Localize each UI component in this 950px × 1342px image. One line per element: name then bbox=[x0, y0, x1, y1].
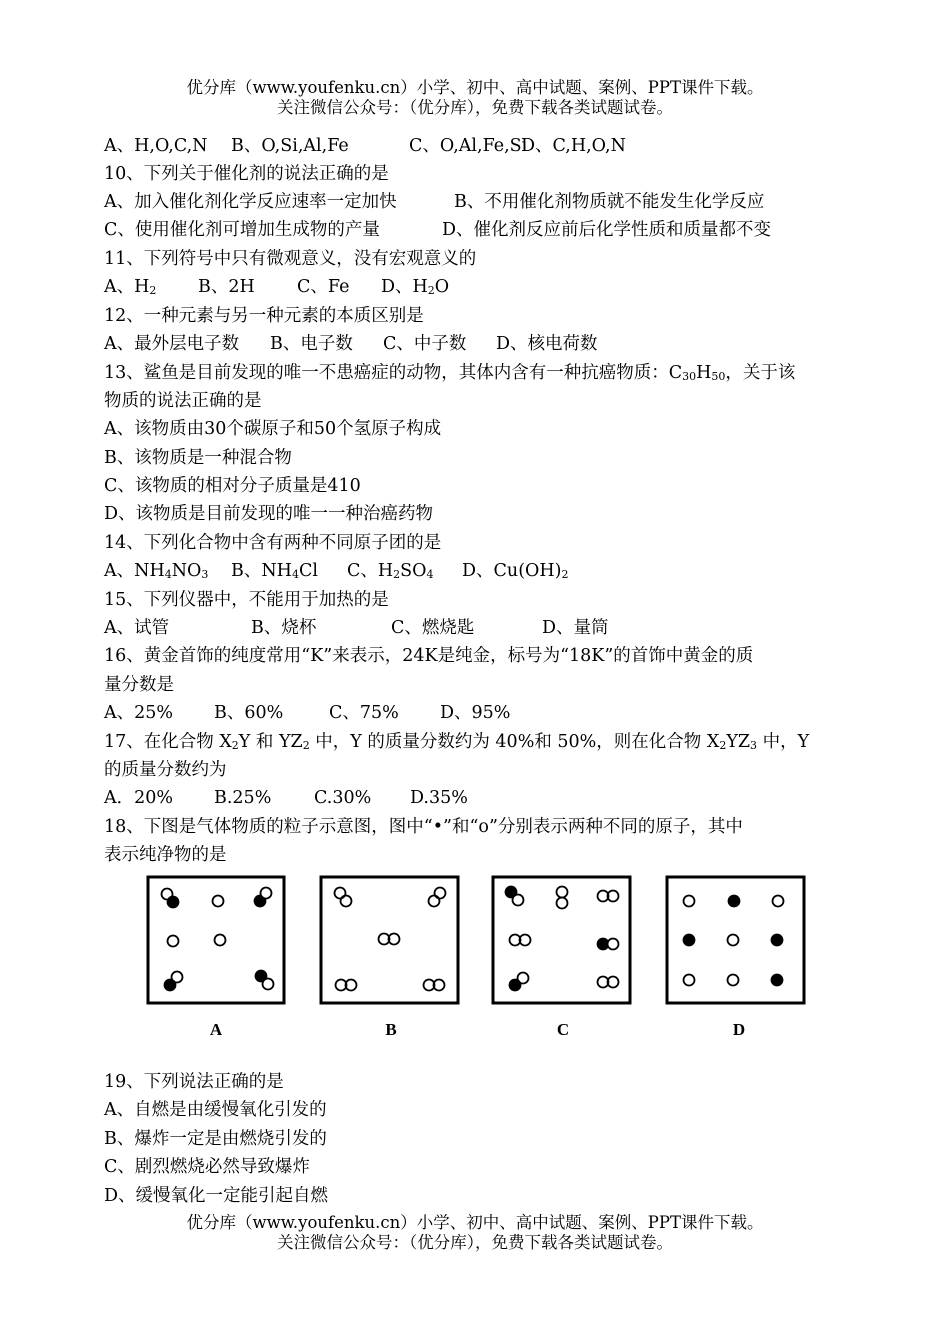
q15-stem: 15、下列仪器中，不能用于加热的是 bbox=[104, 590, 389, 610]
q14-stem: 14、下列化合物中含有两种不同原子团的是 bbox=[104, 533, 442, 553]
q10-stem: 10、下列关于催化剂的说法正确的是 bbox=[104, 164, 389, 184]
footer-line-1: 优分库（www.youfenku.cn）小学、初中、高中试题、案例、PPT课件下载。 bbox=[186, 1213, 764, 1232]
q15-options bbox=[104, 615, 609, 641]
q15-option-c: C、燃烧匙 bbox=[391, 618, 475, 638]
q12-options bbox=[104, 331, 598, 357]
q17-option-b: B.25% bbox=[214, 788, 272, 808]
box-b bbox=[321, 877, 458, 1003]
q10-option-c: C、使用催化剂可增加生成物的产量 bbox=[104, 220, 380, 240]
q13-stem: 13、鲨鱼是目前发现的唯一不患癌症的动物，其体内含有一种抗癌物质：$C_{30}H_{50}$，关于该 bbox=[104, 363, 796, 383]
q17-option-d: D.35% bbox=[410, 788, 468, 808]
q14-option-b: B、$NH_4Cl$ bbox=[231, 561, 318, 581]
q10-option-b: B、不用催化剂物质就不能发生化学反应 bbox=[454, 192, 765, 212]
q16-option-a: A、25% bbox=[104, 703, 174, 723]
box-a bbox=[148, 877, 284, 1003]
q12-option-a: A、最外层电子数 bbox=[104, 334, 240, 354]
q9-option-c: C、O,Al,Fe,Si bbox=[409, 136, 528, 156]
q16-stem-line2: 量分数是 bbox=[104, 675, 174, 695]
q19-option-b: B、爆炸一定是由燃烧引发的 bbox=[104, 1129, 327, 1149]
label-b: B bbox=[385, 1020, 397, 1039]
particle-diagram bbox=[140, 872, 830, 1042]
q10-options-row2 bbox=[104, 217, 771, 243]
header-line-1: 优分库（www.youfenku.cn）小学、初中、高中试题、案例、PPT课件下载。 bbox=[186, 78, 764, 97]
q17-options bbox=[104, 785, 468, 811]
q12-option-b: B、电子数 bbox=[270, 334, 353, 354]
q18-stem-line2: 表示纯净物的是 bbox=[104, 845, 227, 865]
label-d: D bbox=[732, 1020, 746, 1039]
q16-stem: 16、黄金首饰的纯度常用“K”来表示，24K是纯金，标号为“18K”的首饰中黄金的质 bbox=[104, 646, 754, 666]
q19-option-c: C、剧烈燃烧必然导致爆炸 bbox=[104, 1157, 310, 1177]
q15-option-b: B、烧杯 bbox=[251, 618, 317, 638]
box-c bbox=[493, 877, 630, 1003]
q13-option-a: A、该物质由30个碳原子和50个氢原子构成 bbox=[104, 419, 442, 439]
q17-stem: 17、在化合物 $X_2Y$ 和 $YZ_2$ 中，Y 的质量分数约为 40%和 50%，则在化合物 $X_2YZ_3$ 中，Y bbox=[104, 732, 810, 752]
label-c: C bbox=[556, 1020, 570, 1039]
q16-option-d: D、95% bbox=[440, 703, 511, 723]
q14-option-a: A、$NH_4NO_3$ bbox=[104, 561, 209, 581]
q12-option-c: C、中子数 bbox=[383, 334, 467, 354]
q14-options bbox=[104, 558, 568, 584]
q10-options-row1 bbox=[104, 189, 764, 215]
q17-option-c: C.30% bbox=[314, 788, 372, 808]
q16-option-c: C、75% bbox=[329, 703, 399, 723]
q11-option-b: B、2H bbox=[198, 277, 255, 297]
q17-stem-line2: 的质量分数约为 bbox=[104, 760, 227, 780]
q11-options bbox=[104, 274, 449, 300]
q13-option-b: B、该物质是一种混合物 bbox=[104, 448, 292, 468]
header-line-2: 关注微信公众号：（优分库），免费下载各类试题试卷。 bbox=[277, 98, 673, 117]
q10-option-a: A、加入催化剂化学反应速率一定加快 bbox=[104, 192, 397, 212]
q19-stem: 19、下列说法正确的是 bbox=[104, 1072, 284, 1092]
q18-stem: 18、下图是气体物质的粒子示意图，图中“•”和“o”分别表示两种不同的原子，其中 bbox=[104, 817, 743, 837]
q15-option-d: D、量筒 bbox=[542, 618, 609, 638]
q13-option-c: C、该物质的相对分子质量是410 bbox=[104, 476, 361, 496]
q17-option-a: A．20% bbox=[104, 788, 174, 808]
q9-option-b: B、O,Si,Al,Fe bbox=[231, 136, 349, 156]
q16-options bbox=[104, 700, 510, 726]
q13-option-d: D、该物质是目前发现的唯一一种治癌药物 bbox=[104, 504, 434, 524]
q16-option-b: B、60% bbox=[214, 703, 284, 723]
q12-option-d: D、核电荷数 bbox=[496, 334, 598, 354]
q14-option-c: C、$H_2SO_4$ bbox=[347, 561, 434, 581]
q13-stem-line2: 物质的说法正确的是 bbox=[104, 391, 262, 411]
q15-option-a: A、试管 bbox=[104, 618, 170, 638]
q19-option-a: A、自燃是由缓慢氧化引发的 bbox=[104, 1100, 327, 1120]
q11-option-c: C、Fe bbox=[297, 277, 350, 297]
q12-stem: 12、一种元素与另一种元素的本质区别是 bbox=[104, 306, 424, 326]
q14-option-d: D、$Cu(OH)_2$ bbox=[462, 561, 569, 581]
q10-option-d: D、催化剂反应前后化学性质和质量都不变 bbox=[442, 220, 772, 240]
q11-option-a: A、$H_2$ bbox=[104, 277, 157, 297]
q9-options bbox=[104, 133, 626, 159]
q9-option-a: A、H,O,C,N bbox=[104, 136, 208, 156]
q9-option-d: D、C,H,O,N bbox=[521, 136, 626, 156]
box-d bbox=[667, 877, 804, 1003]
label-a: A bbox=[209, 1020, 223, 1039]
footer-line-2: 关注微信公众号：（优分库），免费下载各类试题试卷。 bbox=[277, 1233, 673, 1252]
q11-option-d: D、$H_2O$ bbox=[381, 277, 450, 297]
q11-stem: 11、下列符号中只有微观意义，没有宏观意义的 bbox=[104, 249, 477, 269]
q19-option-d: D、缓慢氧化一定能引起自燃 bbox=[104, 1186, 329, 1206]
